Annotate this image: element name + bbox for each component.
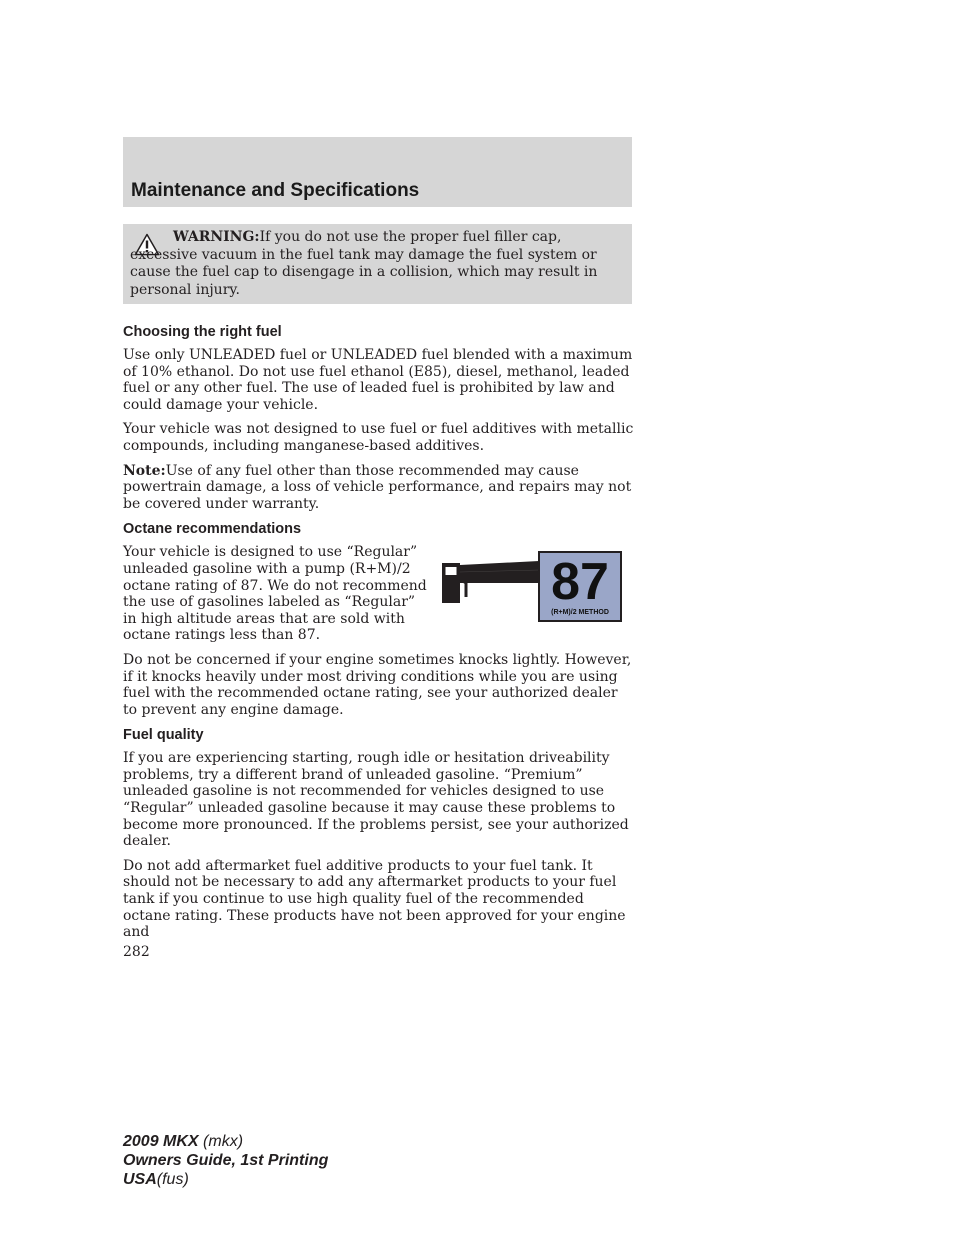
footer-model-code: (mkx) — [203, 1133, 244, 1150]
main-content — [123, 323, 634, 949]
note-text: Use of any fuel other than those recommended may cause powertrain damage, a loss of vehicle performance, and repairs may not be covered under warranty. — [123, 462, 632, 512]
warning-label: WARNING: — [173, 229, 260, 245]
octane-rating-label — [538, 551, 622, 622]
warning-text — [130, 229, 624, 299]
heading-fuel-quality: Fuel quality — [123, 727, 204, 744]
section-title: Maintenance and Specifications — [131, 180, 420, 201]
paragraph-metallic: Your vehicle was not designed to use fuel or fuel additives with metallic compounds, including manganese-based additives. — [123, 421, 634, 454]
octane-number: 87 — [551, 553, 609, 612]
warning-body: If you do not use the proper fuel filler cap, excessive vacuum in the fuel tank may damage the fuel system or cause the fuel cap to disengage in a collision, which may result in personal injury. — [130, 229, 598, 298]
footer-model: 2009 MKX — [123, 1133, 199, 1150]
warning-box — [123, 224, 632, 304]
note-paragraph — [123, 463, 634, 513]
octane-rating-figure — [441, 551, 636, 623]
octane-method: (R+M)/2 METHOD — [551, 609, 609, 617]
paragraph-octane-recommendation: Your vehicle is designed to use “Regular” unleaded gasoline with a pump (R+M)/2 octane rating of 87. We do not recommend the use of gasolines labeled as “Regular” in high altitude areas that are sold with octane ratings less than 87. — [123, 544, 427, 644]
section-header-bar — [123, 137, 632, 207]
footer-market: USA — [123, 1171, 157, 1188]
footer-market-code: (fus) — [156, 1171, 189, 1188]
paragraph-unleaded: Use only UNLEADED fuel or UNLEADED fuel blended with a maximum of 10% ethanol. Do not use fuel ethanol (E85), diesel, methanol, leaded fuel or any other fuel. The use of leaded fuel is prohibited by law and could damage your vehicle. — [123, 347, 633, 413]
heading-octane: Octane recommendations — [123, 521, 302, 538]
footer-line-model — [123, 1132, 328, 1151]
footer-line-market — [123, 1170, 328, 1189]
fuel-pump-icon — [441, 561, 539, 609]
paragraph-additives: Do not add aftermarket fuel additive products to your fuel tank. It should not be necessary to add any aftermarket products to your fuel tank if you continue to use high quality fuel of the recommended octane rating. These products have not been approved for your engine and — [123, 857, 626, 941]
heading-choosing-fuel: Choosing the right fuel — [123, 324, 282, 340]
note-label: Note: — [123, 462, 166, 479]
page-number: 282 — [123, 944, 150, 960]
paragraph-knocking: Do not be concerned if your engine sometimes knocks lightly. However, if it knocks heavily under most driving conditions while you are using fuel with the recommended octane rating, see your authorized dealer to prevent any engine damage. — [123, 651, 632, 718]
footer-print-info — [123, 1132, 328, 1189]
footer-line-guide: Owners Guide, 1st Printing — [123, 1152, 329, 1169]
paragraph-driveability: If you are experiencing starting, rough idle or hesitation driveability problems, try a different brand of unleaded gasoline. “Premium” unleaded gasoline is not recommended for vehicles designed to use “Regular” unleaded gasoline because it may cause these problems to become more pronounced. If the problems persist, see your authorized dealer. — [123, 750, 629, 850]
